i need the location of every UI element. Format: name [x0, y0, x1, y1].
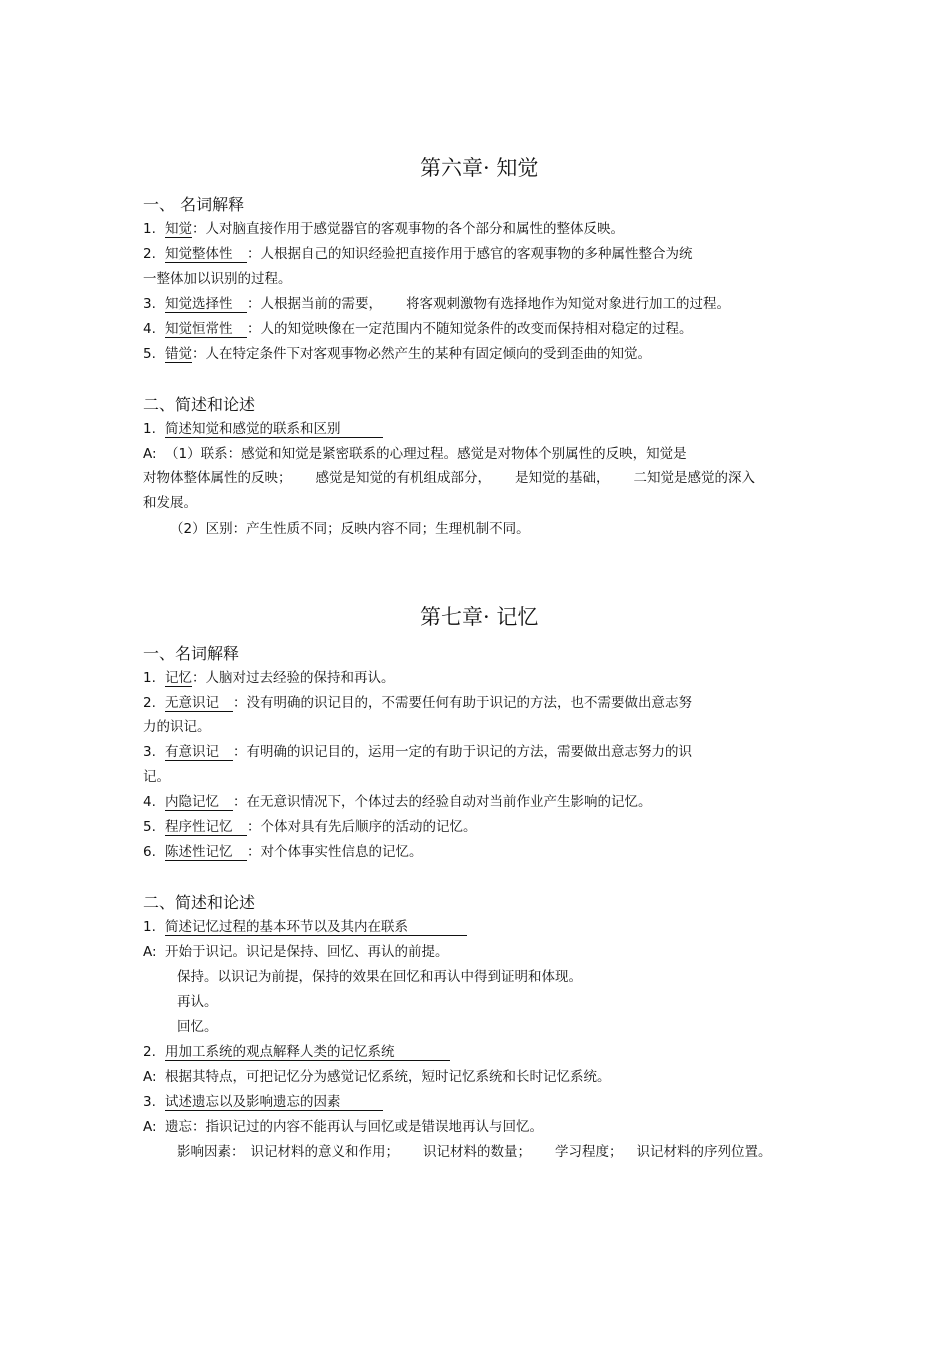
ch7-question-3: 3. 试述遗忘以及影响遗忘的因素	[143, 1093, 383, 1111]
ch7-answer-1-more-1: 保持。以识记为前提，保持的效果在回忆和再认中得到证明和体现。	[177, 969, 582, 985]
term-word: 错觉	[165, 346, 192, 362]
ch7-section-2-heading: 二、简述和论述	[143, 893, 256, 912]
ch7-answer-3: A: 遗忘：指识记过的内容不能再认与回忆或是错误地再认与回忆。	[143, 1119, 543, 1135]
ch6-term-3: 3. 知觉选择性 ：人根据当前的需要， 将客观刺激物有选择地作为知觉对象进行加工的过程。	[143, 296, 730, 312]
ch7-term-1: 1. 记忆：人脑对过去经验的保持和再认。	[143, 670, 395, 686]
ch7-term-5: 5. 程序性记忆 ：个体对具有先后顺序的活动的记忆。	[143, 819, 477, 835]
ch7-term-4: 4. 内隐记忆 ：在无意识情况下，个体过去的经验自动对当前作业产生影响的记忆。	[143, 794, 652, 810]
ch7-answer-1: A: 开始于识记。识记是保持、回忆、再认的前提。	[143, 944, 449, 960]
ch7-term-2: 2. 无意识记 ：没有明确的识记目的，不需要任何有助于识记的方法，也不需要做出意志努	[143, 695, 692, 711]
ch6-answer-line-1: A: （1）联系：感觉和知觉是紧密联系的心理过程。感觉是对物体个别属性的反映，知觉是	[143, 446, 687, 462]
term-word: 知觉恒常性	[165, 321, 247, 338]
term-definition: 人根据自己的知识经验把直接作用于感官的客观事物的多种属性整合为统	[260, 246, 693, 262]
ch7-term-2-continued: 力的识记。	[143, 719, 211, 735]
term-definition: 个体对具有先后顺序的活动的记忆。	[260, 819, 477, 835]
term-word: 有意识记	[165, 744, 233, 761]
term-definition: 对个体事实性信息的记忆。	[260, 844, 423, 860]
term-definition: 有明确的识记目的，运用一定的有助于识记的方法，需要做出意志努力的识	[246, 744, 692, 760]
term-word: 知觉	[165, 221, 192, 237]
ch6-term-5: 5. 错觉：人在特定条件下对客观事物必然产生的某种有固定倾向的受到歪曲的知觉。	[143, 346, 651, 362]
question-text: 试述遗忘以及影响遗忘的因素	[165, 1094, 383, 1111]
ch7-question-2: 2. 用加工系统的观点解释人类的记忆系统	[143, 1043, 450, 1061]
term-definition: 人脑对过去经验的保持和再认。	[205, 670, 395, 686]
ch7-answer-1-more-2: 再认。	[177, 994, 218, 1010]
term-word: 无意识记	[165, 695, 233, 712]
ch7-term-3-continued: 记。	[143, 769, 170, 785]
term-word: 记忆	[165, 670, 192, 686]
question-text: 用加工系统的观点解释人类的记忆系统	[165, 1044, 450, 1061]
chapter-6-title: 第六章· 知觉	[420, 156, 539, 180]
term-definition: 人在特定条件下对客观事物必然产生的某种有固定倾向的受到歪曲的知觉。	[205, 346, 651, 362]
term-definition: 在无意识情况下，个体过去的经验自动对当前作业产生影响的记忆。	[246, 794, 652, 810]
question-text: 简述知觉和感觉的联系和区别	[165, 421, 383, 438]
question-text: 简述记忆过程的基本环节以及其内在联系	[165, 919, 467, 936]
ch7-answer-3-factors: 影响因素： 识记材料的意义和作用； 识记材料的数量； 学习程度； 识记材料的序列位置。	[177, 1144, 772, 1160]
term-definition: 人的知觉映像在一定范围内不随知觉条件的改变而保持相对稳定的过程。	[260, 321, 693, 337]
ch6-term-1: 1. 知觉：人对脑直接作用于感觉器官的客观事物的各个部分和属性的整体反映。	[143, 221, 624, 237]
ch6-answer-line-2: 对物体整体属性的反映； 感觉是知觉的有机组成部分， 是知觉的基础， 二知觉是感觉的深入	[143, 470, 755, 486]
ch6-section-2-heading: 二、简述和论述	[143, 395, 256, 414]
ch7-answer-2: A: 根据其特点，可把记忆分为感觉记忆系统，短时记忆系统和长时记忆系统。	[143, 1069, 611, 1085]
ch6-question-1: 1. 简述知觉和感觉的联系和区别	[143, 420, 383, 438]
term-word: 陈述性记忆	[165, 844, 247, 861]
term-word: 知觉选择性	[165, 296, 247, 313]
ch6-section-1-heading: 一、 名词解释	[143, 195, 245, 214]
term-word: 程序性记忆	[165, 819, 247, 836]
ch7-term-6: 6. 陈述性记忆 ：对个体事实性信息的记忆。	[143, 844, 423, 860]
ch6-term-4: 4. 知觉恒常性 ：人的知觉映像在一定范围内不随知觉条件的改变而保持相对稳定的过程。	[143, 321, 693, 337]
term-definition: 人对脑直接作用于感觉器官的客观事物的各个部分和属性的整体反映。	[205, 221, 624, 237]
ch7-term-3: 3. 有意识记 ：有明确的识记目的，运用一定的有助于识记的方法，需要做出意志努力的识	[143, 744, 692, 760]
ch6-term-2: 2. 知觉整体性 ：人根据自己的知识经验把直接作用于感官的客观事物的多种属性整合为统	[143, 246, 693, 262]
term-number: 1.	[143, 221, 156, 237]
ch7-section-1-heading: 一、名词解释	[143, 644, 240, 663]
ch6-answer-line-4: （2）区别：产生性质不同；反映内容不同；生理机制不同。	[170, 521, 530, 537]
term-definition: 没有明确的识记目的，不需要任何有助于识记的方法，也不需要做出意志努	[246, 695, 692, 711]
chapter-7-title: 第七章· 记忆	[420, 605, 539, 629]
ch7-question-1: 1. 简述记忆过程的基本环节以及其内在联系	[143, 918, 467, 936]
term-word: 知觉整体性	[165, 246, 247, 263]
ch6-term-2-continued: 一整体加以识别的过程。	[143, 271, 292, 287]
term-word: 内隐记忆	[165, 794, 233, 811]
ch7-answer-1-more-3: 回忆。	[177, 1019, 218, 1035]
term-definition: 人根据当前的需要，	[260, 296, 382, 312]
ch6-answer-line-3: 和发展。	[143, 495, 197, 511]
